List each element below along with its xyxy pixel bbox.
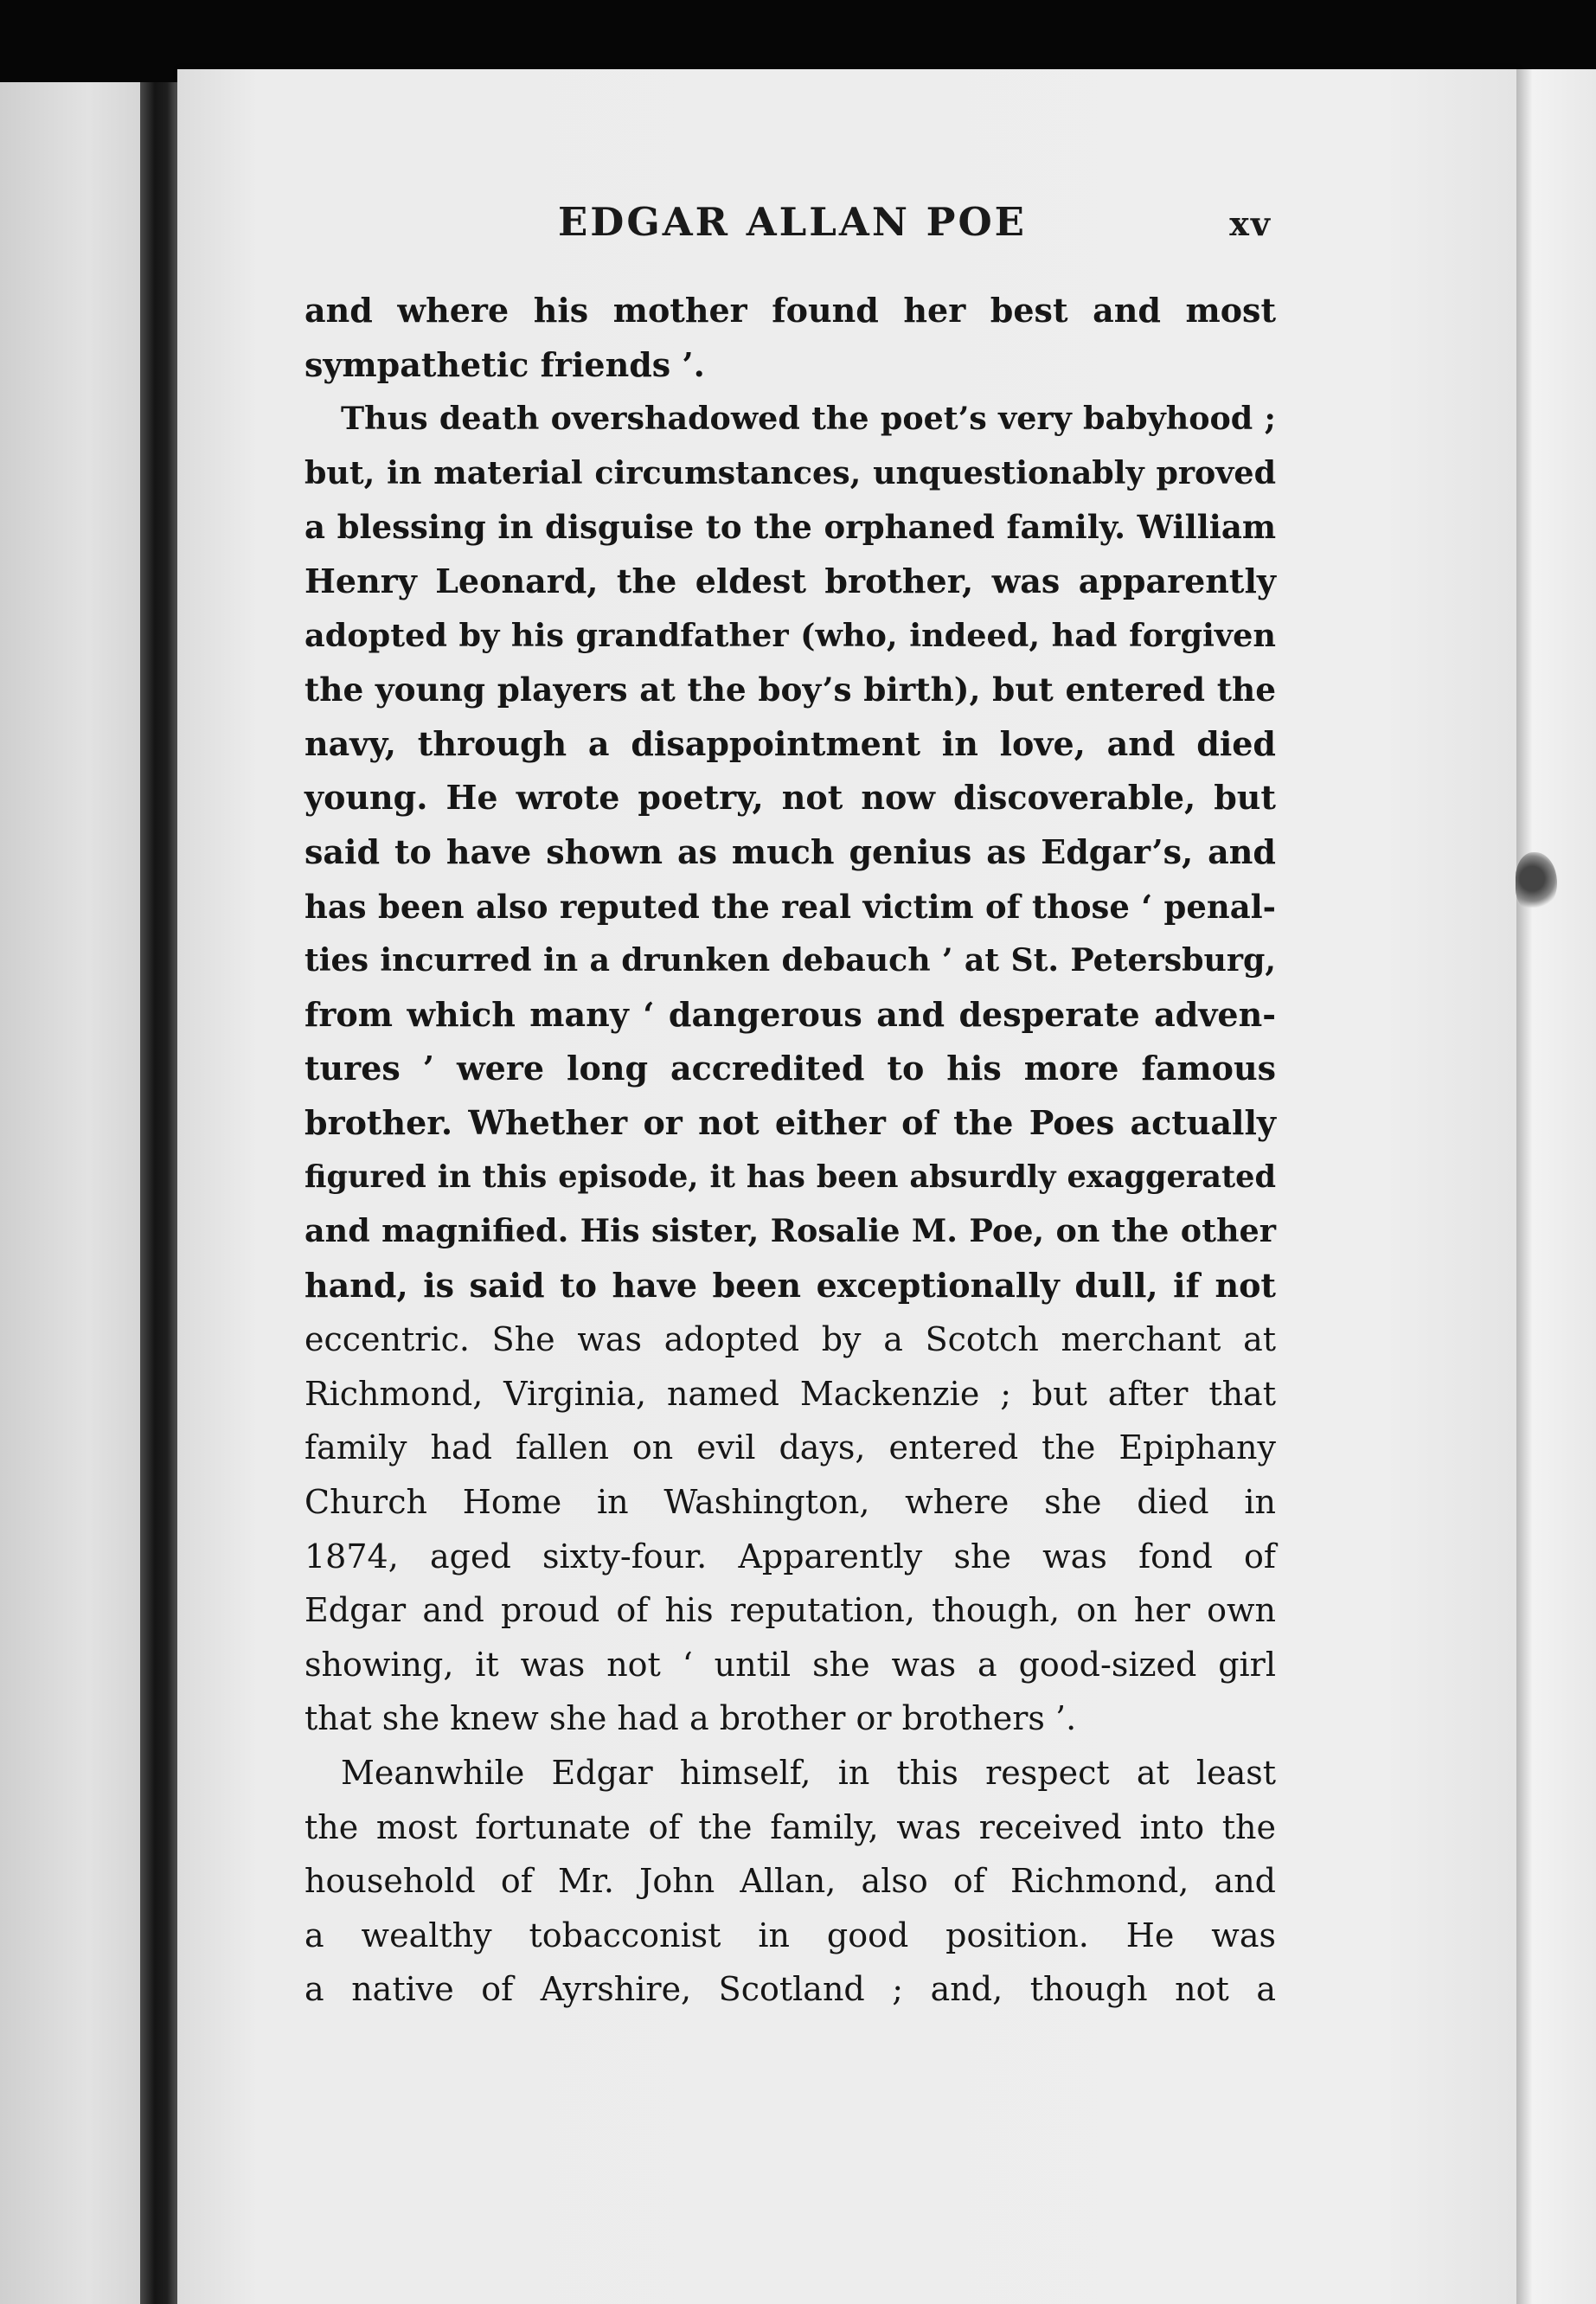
paragraph-1 bbox=[304, 284, 1276, 392]
text-line: showing, it was not ‘ until she was a good-sized girl bbox=[304, 1645, 1276, 1684]
body-text bbox=[304, 284, 1276, 2017]
text-line: a wealthy tobacconist in good position. He was bbox=[304, 1916, 1276, 1954]
text-line: that she knew she had a brother or brothers ’. bbox=[304, 1699, 1077, 1738]
text-line: a native of Ayrshire, Scotland ; and, though not a bbox=[304, 1970, 1276, 2009]
running-title: EDGAR ALLAN POE bbox=[558, 199, 1027, 245]
text-line: family had fallen on evil days, entered the Epiphany bbox=[304, 1428, 1276, 1467]
text-line: sympathetic friends ’. bbox=[304, 344, 705, 384]
text-line: from which many ‘ dangerous and desperate adven- bbox=[304, 994, 1276, 1034]
text-line: Church Home in Washington, where she died in bbox=[304, 1483, 1276, 1522]
page-number: xv bbox=[1229, 204, 1272, 243]
text-line: the most fortunate of the family, was received into the bbox=[304, 1807, 1276, 1846]
text-line: but, in material circumstances, unquestionably proved bbox=[304, 453, 1276, 491]
text-line: the young players at the boy’s birth), but entered the bbox=[304, 671, 1276, 709]
text-line: navy, through a disappointment in love, and died bbox=[304, 723, 1276, 763]
text-line: adopted by his grandfather (who, indeed, had forgiven bbox=[304, 616, 1276, 654]
text-line: brother. Whether or not either of the Poes actually bbox=[304, 1102, 1276, 1142]
text-line: hand, is said to have been exceptionally dull, if not bbox=[304, 1265, 1276, 1305]
text-line: a blessing in disguise to the orphaned family. William bbox=[304, 508, 1276, 547]
page-stain bbox=[1516, 852, 1557, 911]
text-line: figured in this episode, it has been absurdly exaggerated bbox=[304, 1158, 1276, 1195]
running-head bbox=[298, 199, 1272, 251]
text-line: has been also reputed the real victim of those ‘ penal- bbox=[304, 887, 1276, 926]
text-line: eccentric. She was adopted by a Scotch merchant at bbox=[304, 1320, 1276, 1359]
text-line: and magnified. His sister, Rosalie M. Poe, on the other bbox=[304, 1212, 1276, 1250]
text-line: Meanwhile Edgar himself, in this respect at least bbox=[341, 1754, 1276, 1793]
text-line: Edgar and proud of his reputation, though, on her own bbox=[304, 1591, 1276, 1630]
text-line: Henry Leonard, the eldest brother, was apparently bbox=[304, 561, 1276, 600]
text-line: tures ’ were long accredited to his more famous bbox=[304, 1049, 1276, 1088]
paragraph-2 bbox=[304, 392, 1276, 1746]
text-line: household of Mr. John Allan, also of Richmond, and bbox=[304, 1862, 1276, 1901]
text-line: said to have shown as much genius as Edgar’s, and bbox=[304, 831, 1276, 871]
facing-page-edge bbox=[0, 82, 147, 2304]
book-gutter bbox=[140, 82, 182, 2304]
text-line: young. He wrote poetry, not now discoverable, but bbox=[304, 778, 1276, 818]
text-line: Thus death overshadowed the poet’s very babyhood ; bbox=[341, 400, 1276, 438]
text-line: ties incurred in a drunken debauch ’ at St. Petersburg, bbox=[304, 941, 1276, 979]
text-line: 1874, aged sixty-four. Apparently she was fond of bbox=[304, 1537, 1276, 1576]
page-fore-edge bbox=[1516, 69, 1596, 2304]
paragraph-3 bbox=[304, 1746, 1276, 2017]
text-line: Richmond, Virginia, named Mackenzie ; but after that bbox=[304, 1374, 1276, 1413]
text-line: and where his mother found her best and most bbox=[304, 291, 1276, 330]
